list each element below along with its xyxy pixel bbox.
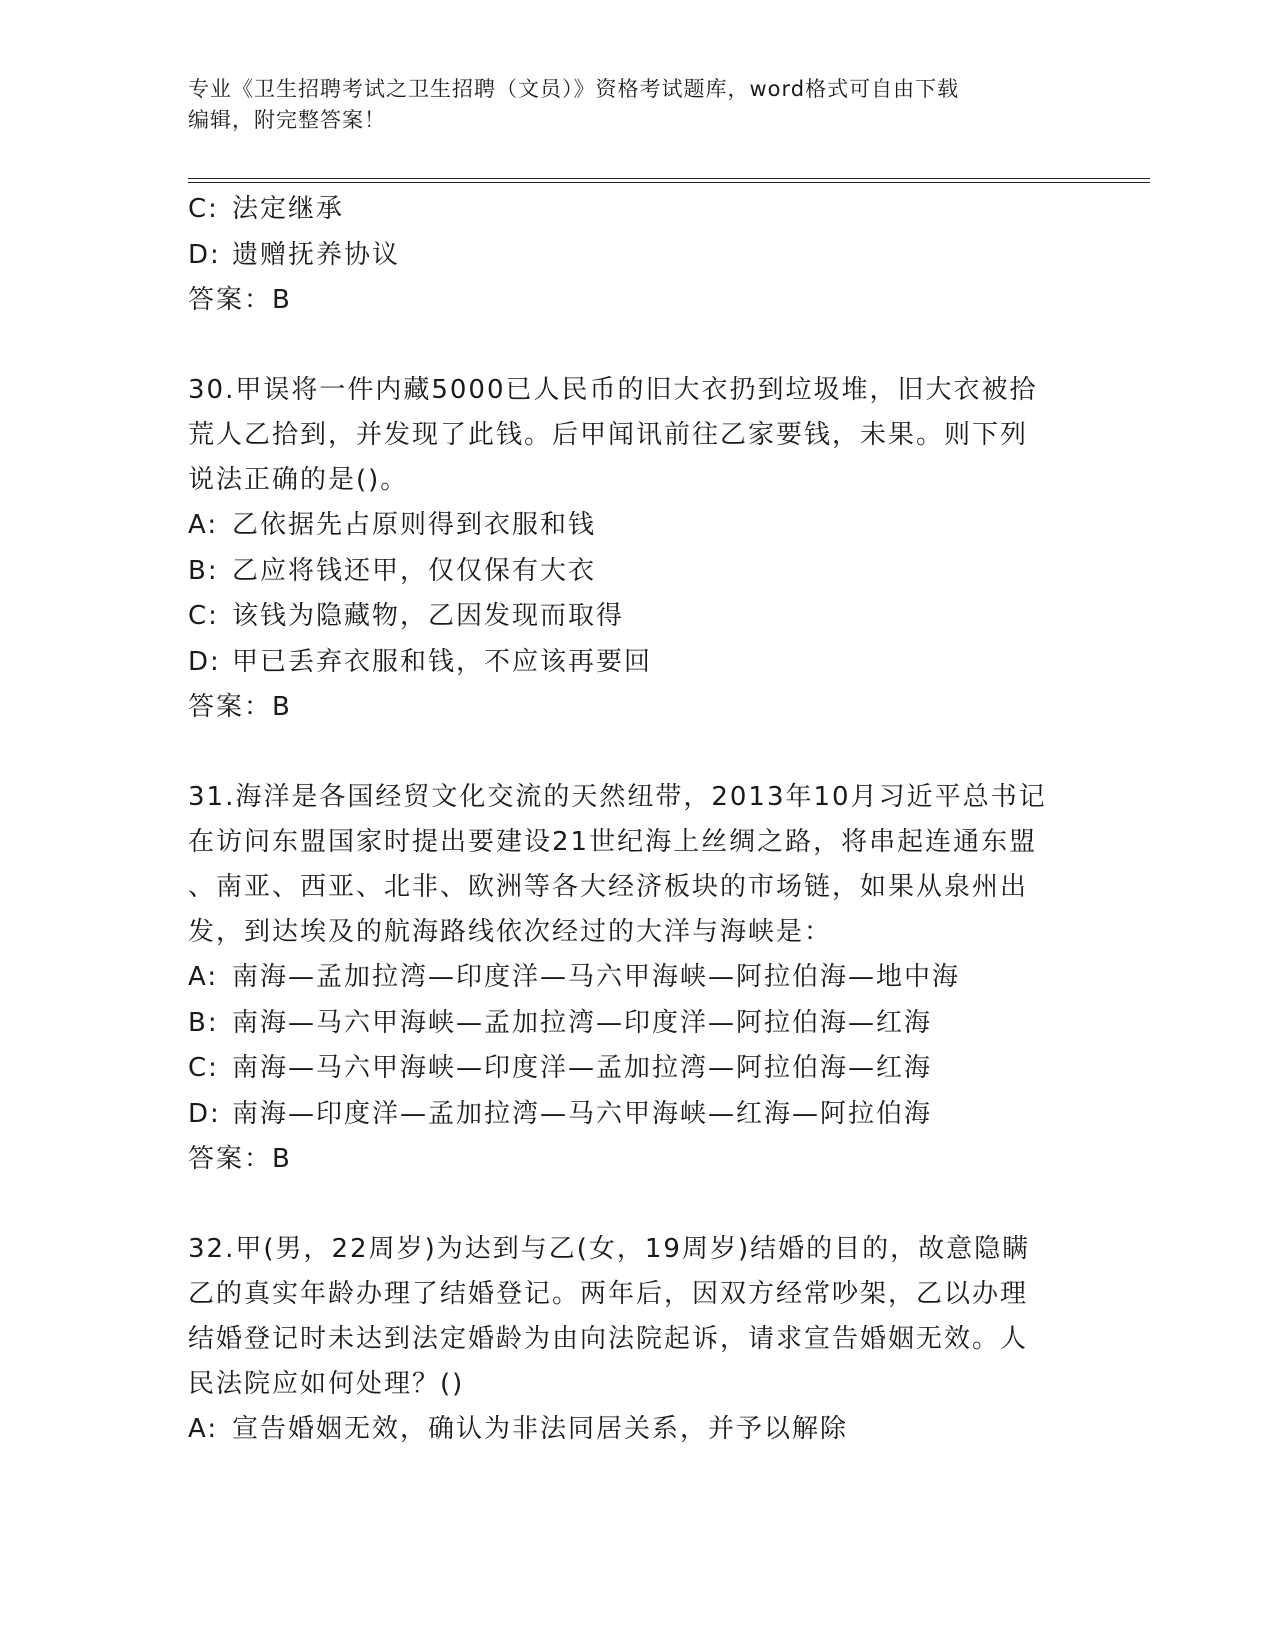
spacer <box>188 1182 1088 1227</box>
option-d: D: 遗赠抚养协议 <box>188 239 401 270</box>
stem-line: 在访问东盟国家时提出要建设21世纪海上丝绸之路，将串起连通东盟 <box>188 827 1038 857</box>
stem-line: 结婚登记时未达到法定婚龄为由向法院起诉，请求宣告婚姻无效。人 <box>188 1324 1029 1354</box>
stem-line: 、南亚、西亚、北非、欧洲等各大经济板块的市场链，如果从泉州出 <box>188 872 1029 902</box>
question-stem <box>188 775 1088 955</box>
option-c: C: 该钱为隐藏物，乙因发现而取得 <box>188 601 625 631</box>
stem-line: 荒人乙拾到，并发现了此钱。后甲闻讯前往乙家要钱，未果。则下列 <box>188 420 1029 450</box>
spacer <box>188 730 1088 775</box>
stem-line: 民法院应如何处理？() <box>188 1369 465 1399</box>
stem-line: 32.甲(男，22周岁)为达到与乙(女，19周岁)结婚的目的，故意隐瞒 <box>188 1234 1031 1264</box>
answer: 答案：B <box>188 692 292 722</box>
option-c: C: 法定继承 <box>188 194 345 224</box>
question-31 <box>188 775 1088 1182</box>
question-stem <box>188 1227 1088 1407</box>
question-29-tail <box>188 187 1088 323</box>
option-d: D: 南海—印度洋—孟加拉湾—马六甲海峡—红海—阿拉伯海 <box>188 1098 933 1129</box>
question-32 <box>188 1227 1088 1453</box>
document-header <box>188 74 1068 136</box>
stem-line: 30.甲误将一件内藏5000已人民币的旧大衣扔到垃圾堆，旧大衣被拾 <box>188 375 1038 405</box>
option-d: D: 甲已丢弃衣服和钱，不应该再要回 <box>188 646 653 677</box>
option-a: A: 乙依据先占原则得到衣服和钱 <box>188 510 597 540</box>
stem-line: 乙的真实年龄办理了结婚登记。两年后，因双方经常吵架，乙以办理 <box>188 1279 1029 1309</box>
spacer <box>188 323 1088 368</box>
option-c: C: 南海—马六甲海峡—印度洋—孟加拉湾—阿拉伯海—红海 <box>188 1053 933 1083</box>
answer: 答案：B <box>188 285 292 315</box>
header-line-2: 编辑，附完整答案！ <box>188 108 386 132</box>
header-divider-bottom <box>188 182 1150 183</box>
stem-line: 31.海洋是各国经贸文化交流的天然纽带，2013年10月习近平总书记 <box>188 782 1047 812</box>
stem-line: 发，到达埃及的航海路线依次经过的大洋与海峡是： <box>188 917 833 947</box>
option-a: A: 宣告婚姻无效，确认为非法同居关系，并予以解除 <box>188 1414 849 1444</box>
question-30 <box>188 368 1088 730</box>
option-b: B: 乙应将钱还甲，仅仅保有大衣 <box>188 555 597 586</box>
stem-line: 说法正确的是()。 <box>188 465 409 495</box>
answer: 答案：B <box>188 1144 292 1174</box>
question-content <box>188 187 1088 1453</box>
header-divider-top <box>188 178 1150 179</box>
header-line-1: 专业《卫生招聘考试之卫生招聘（文员）》资格考试题库，word格式可自由下载 <box>188 77 960 101</box>
option-b: B: 南海—马六甲海峡—孟加拉湾—印度洋—阿拉伯海—红海 <box>188 1007 933 1038</box>
question-stem <box>188 368 1088 503</box>
option-a: A: 南海—孟加拉湾—印度洋—马六甲海峡—阿拉伯海—地中海 <box>188 962 961 992</box>
